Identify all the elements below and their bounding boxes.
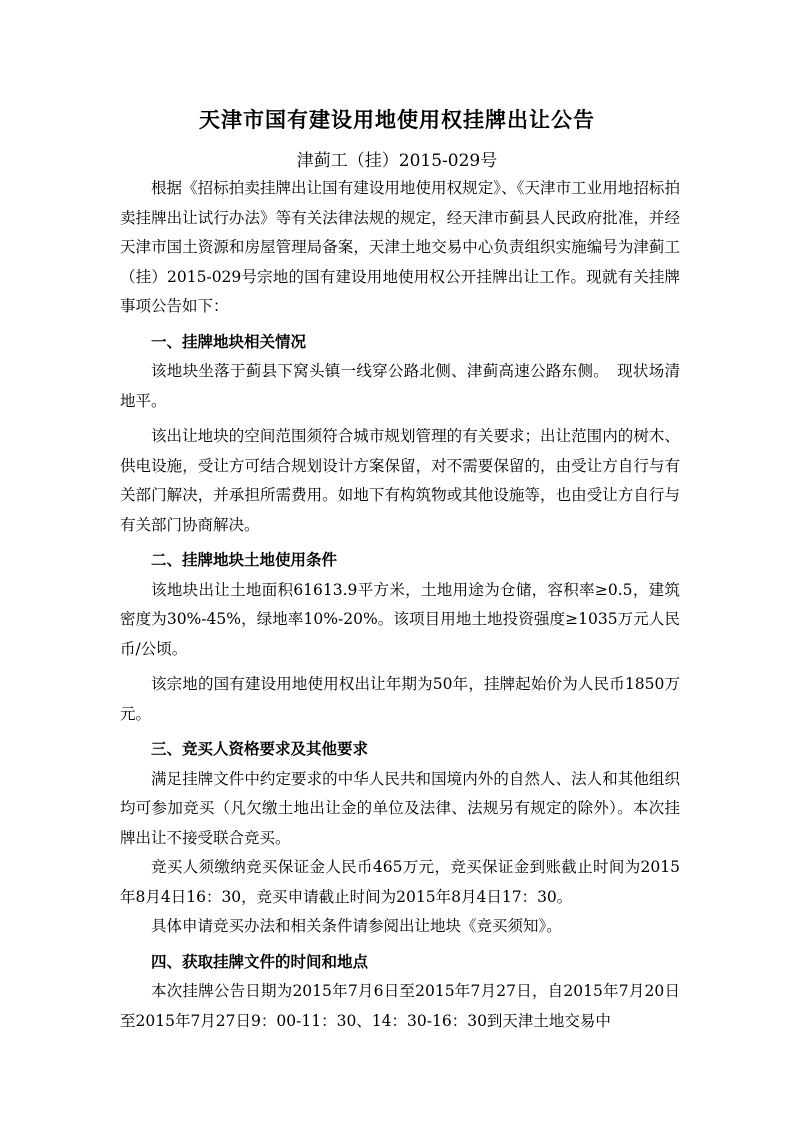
section-3-paragraph-2: 竞买人须缴纳竞买保证金人民币465万元，竞买保证金到账截止时间为2015年8月4日16：30，竞买申请截止时间为2015年8月4日17：30。 [120,858,680,906]
section-2-paragraph-1: 该地块出让土地面积61613.9平方米，土地用途为仓储，容积率≥0.5，建筑密度为30%-45%，绿地率10%-20%。该项目用地土地投资强度≥1035万元人民币/公顷。 [120,580,680,658]
section-4-paragraph-1: 本次挂牌公告日期为2015年7月6日至2015年7月27日，自2015年7月20日至2015年7月27日9：00-11：30、14：30-16：30到天津土地交易中 [120,982,680,1030]
document-number: 津蓟工（挂）2015-029号 [296,151,498,171]
section-3-paragraph-3: 具体申请竞买办法和相关条件请参阅出让地块《竞买须知》。 [151,917,562,935]
intro-paragraph: 根据《招标拍卖挂牌出让国有建设用地使用权规定》、《天津市工业用地招标拍卖挂牌出让试行办法》等有关法律法规的规定，经天津市蓟县人民政府批准，并经天津市国土资源和房屋管理局备案，天津土地交易中心负责组织实施编号为津蓟工（挂）2015-029号宗地的国有建设用地使用权公开挂牌出让工作。现就有关挂牌事项公告如下： [120,179,680,315]
section-1-paragraph-2: 该出让地块的空间范围须符合城市规划管理的有关要求；出让范围内的树木、供电设施，受让方可结合规划设计方案保留，对不需要保留的，由受让方自行与有关部门解决，并承担所需费用。如地下有构筑物或其他设施等，也由受让方自行与有关部门协商解决。 [120,427,680,534]
section-heading-1: 一、挂牌地块相关情况 [151,332,307,351]
section-3-paragraph-1: 满足挂牌文件中约定要求的中华人民共和国境内外的自然人、法人和其他组织均可参加竞买（凡欠缴土地出让金的单位及法律、法规另有规定的除外）。本次挂牌出让不接受联合竞买。 [120,769,680,847]
section-2-paragraph-2: 该宗地的国有建设用地使用权出让年期为50年，挂牌起始价为人民币1850万元。 [120,675,680,723]
section-heading-2: 二、挂牌地块土地使用条件 [151,551,338,569]
document-body [120,174,680,1036]
section-1-paragraph-1: 该地块坐落于蓟县下窝头镇一线穿公路北侧、津蓟高速公路东侧。 现状场清地平。 [120,362,680,410]
section-heading-3: 三、竞买人资格要求及其他要求 [151,740,369,758]
document-title: 天津市国有建设用地使用权挂牌出让公告 [199,108,595,132]
section-heading-4: 四、获取挂牌文件的时间和地点 [151,952,369,971]
